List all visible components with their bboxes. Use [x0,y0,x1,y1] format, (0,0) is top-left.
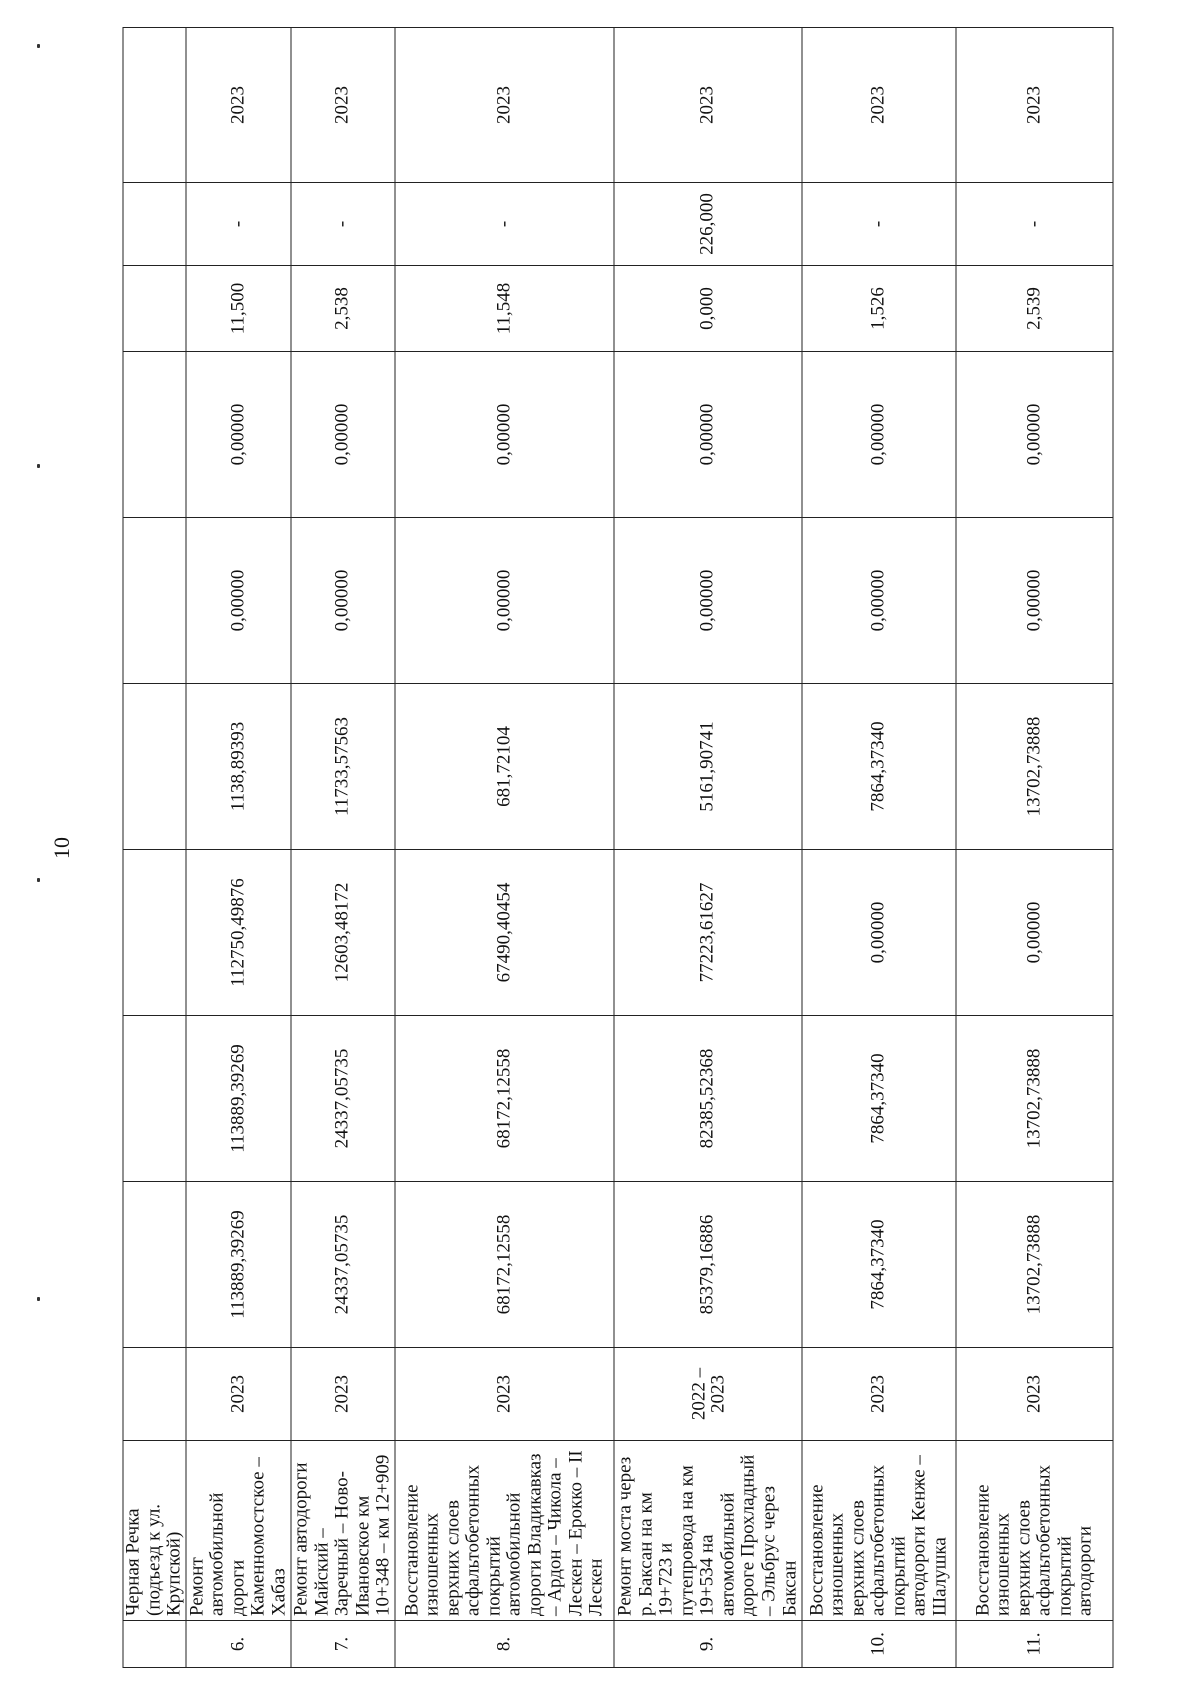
cell-no: 11. [956,1621,1113,1668]
table-container [122,28,1113,1668]
cell-c4: 681,72104 [395,684,614,850]
cell-length [123,266,186,352]
cell-year: 2023 [290,28,395,183]
cell-length: 11,500 [186,266,291,352]
cell-length: 2,539 [956,266,1113,352]
cell-c3: 112750,49876 [186,850,291,1016]
cell-c5: 0,00000 [395,518,614,684]
cell-bridge: 226,000 [614,183,801,266]
cell-c5: 0,00000 [290,518,395,684]
table-row [186,28,291,1668]
cell-length: 2,538 [290,266,395,352]
cell-c2: 24337,05735 [290,1016,395,1182]
cell-c3: 0,00000 [801,850,956,1016]
cell-c2: 13702,73888 [956,1016,1113,1182]
page-number: 10 [49,837,74,859]
cell-bridge: - [956,183,1113,266]
cell-c6: 0,00000 [186,352,291,518]
cell-c1: 113889,39269 [186,1182,291,1348]
cell-name: Ремонт автодороги Майский – Заречный – Ново-Ивановское км 10+348 – км 12+909 [290,1441,395,1621]
cell-period: 2023 [801,1348,956,1441]
cell-c6: 0,00000 [614,352,801,518]
cell-c5 [123,518,186,684]
margin-dot [37,44,40,48]
cell-c6 [123,352,186,518]
cell-c3: 0,00000 [956,850,1113,1016]
table-row-continued [123,28,186,1668]
cell-c2: 68172,12558 [395,1016,614,1182]
cell-bridge [123,183,186,266]
cell-c5: 0,00000 [614,518,801,684]
cell-c4: 13702,73888 [956,684,1113,850]
cell-c2: 113889,39269 [186,1016,291,1182]
margin-dot [37,1297,40,1301]
cell-no: 10. [801,1621,956,1668]
cell-bridge: - [395,183,614,266]
cell-c5: 0,00000 [801,518,956,684]
cell-c3: 77223,61627 [614,850,801,1016]
cell-c6: 0,00000 [290,352,395,518]
cell-name: Черная Речка (подъезд к ул. Крупской) [123,1441,186,1621]
margin-dot [37,878,40,882]
cell-c6: 0,00000 [395,352,614,518]
cell-year: 2023 [956,28,1113,183]
cell-c4: 1138,89393 [186,684,291,850]
cell-name: Восстановление изношенных верхних слоев асфальтобетонных покрытий автодороги Кенже – Шалушка [801,1441,956,1621]
cell-name: Ремонт моста через р. Баксан на км 19+723 и путепровода на км 19+534 на автомобильной дороге Прохладный – Эльбрус через Баксан [614,1441,801,1621]
cell-period: 2023 [290,1348,395,1441]
cell-c1: 13702,73888 [956,1182,1113,1348]
cell-year: 2023 [395,28,614,183]
table-row [614,28,801,1668]
cell-c1: 85379,16886 [614,1182,801,1348]
cell-c3: 67490,40454 [395,850,614,1016]
cell-period: 2023 [956,1348,1113,1441]
cell-c2: 82385,52368 [614,1016,801,1182]
cell-c2: 7864,37340 [801,1016,956,1182]
cell-period: 2023 [186,1348,291,1441]
cell-c3 [123,850,186,1016]
cell-c1: 68172,12558 [395,1182,614,1348]
cell-no: 9. [614,1621,801,1668]
cell-year: 2023 [801,28,956,183]
cell-c5: 0,00000 [186,518,291,684]
cell-c4: 5161,90741 [614,684,801,850]
cell-c3: 12603,48172 [290,850,395,1016]
cell-bridge: - [186,183,291,266]
cell-c2 [123,1016,186,1182]
cell-period [123,1348,186,1441]
cell-c4: 7864,37340 [801,684,956,850]
cell-length: 0,000 [614,266,801,352]
cell-year: 2023 [614,28,801,183]
cell-c6: 0,00000 [956,352,1113,518]
cell-c5: 0,00000 [956,518,1113,684]
cell-c6: 0,00000 [801,352,956,518]
cell-length: 1,526 [801,266,956,352]
cell-c4: 11733,57563 [290,684,395,850]
cell-name: Восстановление изношенных верхних слоев асфальтобетонных покрытий автомобильной дороги Владикавказ – Ардон – Чикола – Лескен – Ерокко – II Лескен [395,1441,614,1621]
cell-period: 2022 – 2023 [614,1348,801,1441]
table-row [801,28,956,1668]
table-row [290,28,395,1668]
cell-year [123,28,186,183]
cell-name: Восстановление изношенных верхних слоев асфальтобетонных покрытий автодороги [956,1441,1113,1621]
cell-year: 2023 [186,28,291,183]
cell-bridge: - [801,183,956,266]
cell-period: 2023 [395,1348,614,1441]
margin-dot [37,464,40,468]
cell-no: 8. [395,1621,614,1668]
cell-c1: 24337,05735 [290,1182,395,1348]
cell-no [123,1621,186,1668]
roads-table [122,27,1113,1668]
table-row [395,28,614,1668]
cell-c4 [123,684,186,850]
cell-no: 6. [186,1621,291,1668]
cell-no: 7. [290,1621,395,1668]
cell-c1 [123,1182,186,1348]
cell-bridge: - [290,183,395,266]
cell-length: 11,548 [395,266,614,352]
cell-name: Ремонт автомобильной дороги Каменномостское – Хабаз [186,1441,291,1621]
table-row [956,28,1113,1668]
cell-c1: 7864,37340 [801,1182,956,1348]
